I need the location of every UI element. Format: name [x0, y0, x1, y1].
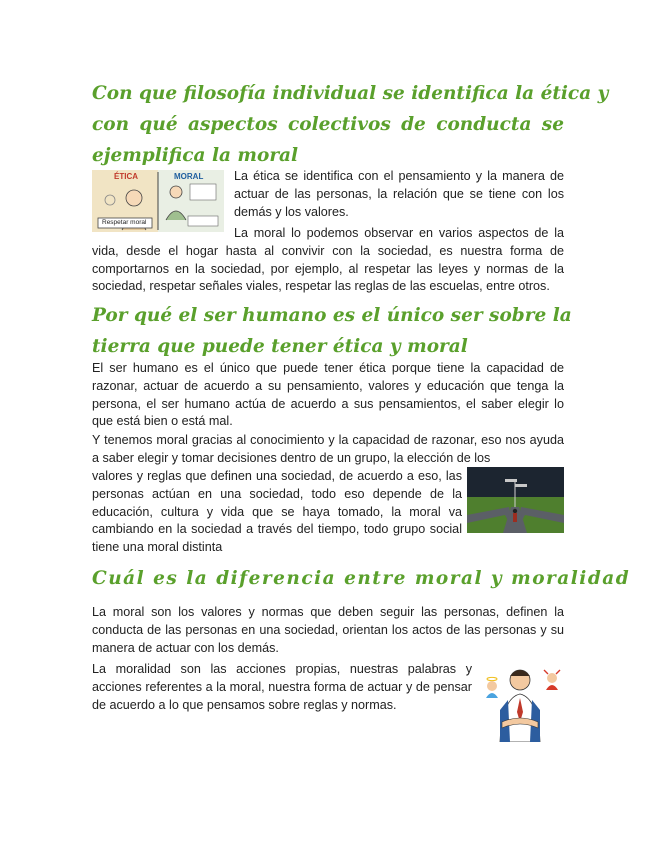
image-caption: Respetar moral: [102, 219, 147, 226]
etica-label: ÉTICA: [114, 172, 138, 181]
section1-paragraph: La ética se identifica con el pensamiento y la manera de actuar de las personas, la relación que se tiene con los demás y los valores.: [234, 169, 564, 219]
section3-paragraph: La moralidad son las acciones propias, nuestras palabras y acciones referentes a la moral, nuestra forma de actuar y de pensar de acuerdo a lo que pensamos sobre reglas y normas.: [92, 662, 472, 712]
section1-paragraph: La moral lo podemos observar en varios aspectos de la vida, desde el hogar hasta al convivir con la sociedad, es nuestra forma de comportarnos en la sociedad, por ejemplo, al respetar las leyes y normas de la sociedad, respetar señales viales, respetar las reglas de las escuelas, entre otros.: [92, 226, 564, 294]
crossroads-illustration: [467, 467, 564, 533]
crossroads-image: [467, 467, 564, 533]
section3-heading: Cuál es la diferencia entre moral y moralidad: [92, 568, 631, 589]
section1-heading-line: ejemplifica la moral: [92, 145, 299, 166]
moral-label: MORAL: [174, 172, 204, 181]
section1-heading-line: con qué aspectos colectivos de conducta se: [92, 114, 564, 135]
section2-paragraph: El ser humano es el único que puede tener ética porque tiene la capacidad de razonar, actuar de acuerdo a su pensamiento, valores y educación que tenga la persona, el ser humano actúa de acuerdo a sus pensamientos, el saber elegir lo que está bien o está mal.: [92, 361, 564, 429]
section2-paragraph: valores y reglas que definen una sociedad, de acuerdo a eso, las personas actúan en una sociedad, todo eso depende de la educación, cultura y vida que se haya tomado, la moral va cambiando en la sociedad a través del tiempo, todo grupo social tiene una moral distinta: [92, 469, 462, 555]
section2-heading-line: Por qué el ser humano es el único ser sobre la: [92, 305, 572, 326]
section2-paragraph: Y tenemos moral gracias al conocimiento y la capacidad de razonar, eso nos ayuda a saber elegir y tomar decisiones dentro de un grupo, la elección de los: [92, 433, 564, 465]
section3-paragraph: La moral son los valores y normas que deben seguir las personas, definen la conducta de las personas en una sociedad, orientan los actos de las personas y su manera de actuar con los demás.: [92, 605, 564, 655]
decision-person-illustration: [482, 660, 564, 742]
section2-heading-line: tierra que puede tener ética y moral: [92, 336, 468, 357]
section1-heading: [92, 78, 609, 171]
etica-moral-image: [92, 170, 224, 232]
section1-heading-line: Con que filosofía individual se identifica la ética y: [92, 83, 609, 104]
decision-person-image: [482, 660, 564, 742]
section2-heading: [92, 300, 572, 362]
